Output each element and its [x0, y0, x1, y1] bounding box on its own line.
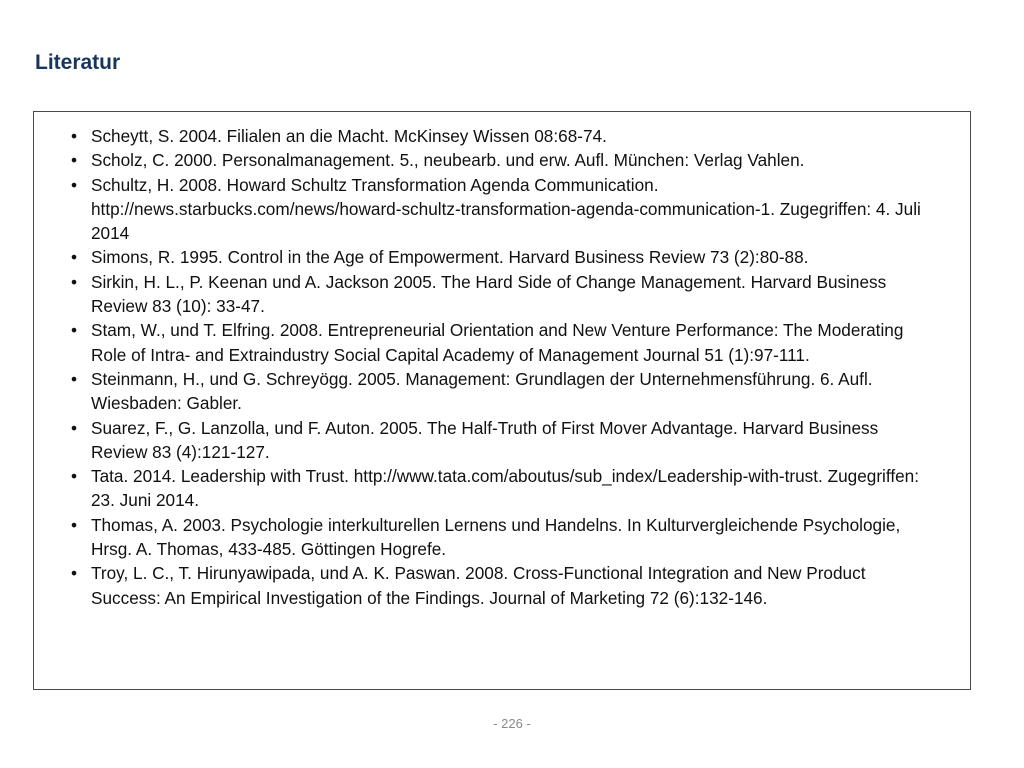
bullet-icon: • [71, 174, 78, 195]
reference-text: Troy, L. C., T. Hirunyawipada, und A. K. Paswan. 2008. Cross-Functional Integration and New Product Success: An Empirical Investigation of the Findings. Journal of Marketing 72 (6):132-146. [91, 563, 866, 608]
reference-item [34, 245, 970, 269]
reference-text: Scholz, C. 2000. Personalmanagement. 5., neubearb. und erw. Aufl. München: Verlag Vahlen. [91, 150, 805, 171]
page-title: Literatur [35, 51, 121, 74]
reference-item [34, 464, 970, 513]
reference-item [34, 173, 970, 246]
reference-text: Scheytt, S. 2004. Filialen an die Macht. McKinsey Wissen 08:68-74. [91, 126, 607, 146]
reference-item [34, 270, 970, 319]
bullet-icon: • [71, 417, 78, 438]
reference-item [34, 513, 970, 562]
bullet-icon: • [71, 150, 78, 171]
reference-text: Sirkin, H. L., P. Keenan und A. Jackson 2005. The Hard Side of Change Management. Harvard Business Review 83 (10): 33-47. [91, 271, 887, 317]
reference-item [34, 148, 970, 172]
reference-item [34, 367, 970, 416]
bullet-icon: • [71, 126, 78, 146]
bullet-icon: • [71, 247, 78, 268]
reference-text: Tata. 2014. Leadership with Trust. http://www.tata.com/aboutus/sub_index/Leadership-with-trust. Zugegriffen: 23. Juni 2014. [91, 466, 920, 511]
page-number: - 226 - [493, 716, 531, 731]
bullet-icon: • [71, 368, 78, 389]
reference-text: Steinmann, H., und G. Schreyögg. 2005. Management: Grundlagen der Unternehmensführung. 6. Aufl. Wiesbaden: Gabler. [91, 368, 873, 414]
reference-text: Stam, W., und T. Elfring. 2008. Entrepreneurial Orientation and New Venture Performance: The Moderating Role of Intra- and Extraindustry Social Capital Academy of Management Journal 51 (1):97-111. [91, 320, 904, 365]
reference-text: Thomas, A. 2003. Psychologie interkulturellen Lernens und Handelns. In Kulturvergleichende Psychologie, Hrsg. A. Thomas, 433-485. Göttingen Hogrefe. [91, 514, 901, 560]
reference-item [34, 416, 970, 465]
reference-text: Simons, R. 1995. Control in the Age of Empowerment. Harvard Business Review 73 (2):80-88. [91, 247, 809, 268]
reference-text: Suarez, F., G. Lanzolla, und F. Auton. 2005. The Half-Truth of First Mover Advantage. Harvard Business Review 83 (4):121-127. [91, 417, 879, 462]
reference-text: Schultz, H. 2008. Howard Schultz Transformation Agenda Communication. http://news.starbucks.com/news/howard-schultz-transformation-agenda-communication-1. Zugegriffen: 4. Juli 2014 [91, 174, 921, 244]
reference-item [34, 124, 970, 148]
bullet-icon: • [71, 563, 78, 584]
reference-item [34, 561, 970, 610]
bullet-icon: • [71, 514, 78, 535]
bullet-icon: • [71, 466, 78, 487]
reference-list [34, 112, 970, 610]
bullet-icon: • [71, 320, 78, 341]
reference-item [34, 318, 970, 367]
bullet-icon: • [71, 271, 78, 292]
reference-box [33, 111, 971, 690]
